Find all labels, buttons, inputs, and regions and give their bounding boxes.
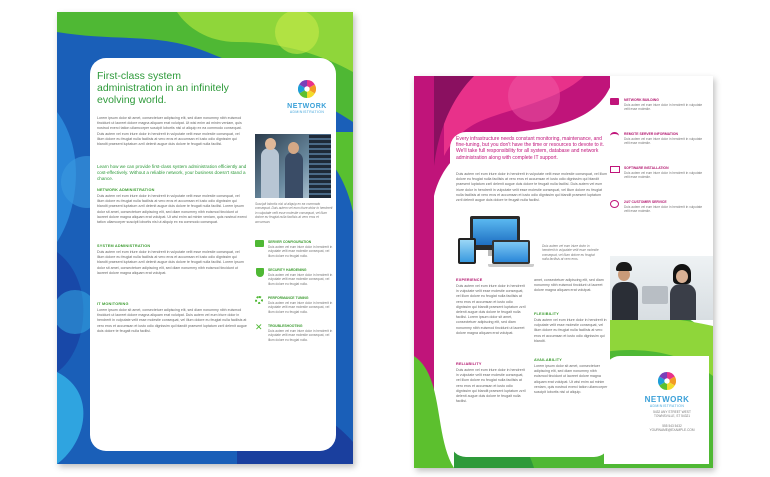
headset-icon — [610, 200, 619, 208]
back-intro: Duis autem vel eum iriure dolor in hendrerit in vulputate velit esse molestie consequat, vel illum dolore eu feugiat nulla facilisis at vero eros et accumsan et iusto odio dignissim qui blandit praesent luptatum zzril delenit augue duis dolore te feugait nulla facilisi. Duis autem vel eum iriure dolor in hendrerit in vulputate velit esse molestie consequat, vel illum dolore eu feugiat nulla facilisis at vero eros et accumsan et iusto odio dignissim qui blandit praesent luptatum zzril delenit augue duis dolore te feugait nulla facilisi. — [456, 172, 608, 203]
column-continuation: amet, consectetuer adipiscing elit, sed diam nonummy nibh euismod tincidunt ut laoreet dolore magna aliquam erat volutpat. — [534, 278, 604, 293]
laptop-icon — [492, 240, 530, 264]
brochure-page-front — [57, 12, 353, 464]
phone-number: 555 543 5432 — [662, 424, 682, 428]
server-icon — [255, 240, 264, 247]
front-headline: First-class system administration in an infinitely evolving world. — [97, 70, 229, 106]
wifi-icon — [610, 132, 619, 140]
network-icon — [610, 98, 619, 105]
front-intro: Lorem ipsum dolor sit amet, consectetuer adipiscing elit, sed diam nonummy nibh euismod tincidunt ut laoreet dolore magna aliquam erat volutpat. Ut wisi enim ad minim veniam, quis nostrud exerci tation ullamcorper suscipit lobortis nisl ut aliquip ex ea commodo consequat. Duis autem vel eum iriure dolor in hendrerit in vulputate velit esse molestie consequat, vel illum dolore eu feugiat nulla facilisis at vero eros et accumsan et iusto odio dignissim qui blandit praesent luptatum zzril delenit augue duis dolore te feugait nulla facilisi. — [97, 116, 242, 147]
color-wheel-icon — [658, 372, 676, 390]
logo-front — [287, 80, 327, 114]
service-text: Duis autem vel eum iriure dolor in hendrerit in vulputate velit esse molestie. — [624, 171, 703, 180]
devices-illustration — [458, 216, 538, 272]
logo-name: NETWORK — [287, 103, 327, 110]
section-body: Lorem ipsum dolor sit amet, consectetuer adipiscing elit, sed diam nonummy nibh euismod tincidunt ut laoreet dolore magna aliquam erat volutpat. Ut wisi enim ad minim veniam, quis nostrud exerci tation ullamcorper suscipit lobortis nisl ut aliquip. — [534, 364, 608, 395]
service-title: SECURITY HARDENING — [268, 268, 307, 272]
service-title: PERFORMANCE TUNING — [268, 296, 309, 300]
logo-subtitle: ADMINISTRATION — [649, 404, 685, 408]
shield-icon — [256, 268, 264, 277]
address-line: TOWNSVILLE, ST 54321 — [653, 414, 691, 419]
section-heading: FLEXIBILITY — [534, 312, 559, 316]
monitor-icon — [610, 166, 620, 173]
logo-name: NETWORK — [644, 395, 690, 404]
section-body: Duis autem vel eum iriure dolor in hendrerit in vulputate velit esse molestie consequat, vel illum dolore eu feugiat nulla facilisis at vero eros et accumsan et iusto odio dignissim qui blandit. — [534, 318, 607, 343]
service-text: Duis autem vel eum iriure dolor in hendrerit in vulputate velit esse molestie. — [624, 103, 703, 112]
logo-subtitle: ADMINISTRATION — [289, 110, 325, 114]
service-title: 24/7 CUSTOMER SERVICE — [624, 200, 667, 204]
email-address: YOURNAME@EXAMPLE.COM — [649, 428, 695, 433]
server-room-photo — [255, 134, 331, 198]
service-title: TROUBLESHOOTING — [268, 324, 303, 328]
service-text: Duis autem vel eum iriure dolor in hendrerit in vulputate velit esse molestie consequat, vel illum dolore eu feugiat nulla. — [268, 329, 333, 342]
section-body: Duis autem vel eum iriure dolor in hendrerit in vulputate velit esse molestie consequat, vel illum dolore eu feugiat nulla facilisis at vero eros et accumsan et iusto odio dignissim qui blandit praesent luptatum zzril delenit augue duis dolore te feugait nulla facilisi. Lorem ipsum dolor sit amet, consectetuer adipiscing elit, sed diam nonummy nibh euismod tincidunt ut laoreet dolore magna aliquam erat volutpat. — [456, 284, 526, 335]
service-text: Duis autem vel eum iriure dolor in hendrerit in vulputate velit esse molestie. — [624, 205, 703, 214]
address-block — [642, 410, 702, 419]
color-wheel-icon — [298, 80, 316, 98]
section-heading: RELIABILITY — [456, 362, 482, 366]
section-body: Duis autem vel eum iriure dolor in hendrerit in vulputate velit esse molestie consequat, vel illum dolore eu feugiat nulla facilisis at vero eros et accumsan et iusto odio dignissim qui blandit praesent luptatum zzril delenit augue duis dolore te feugait nulla facilisi. Lorem ipsum dolor sit amet, consectetuer adipiscing elit, sed diam nonummy nibh euismod tincidunt ut laoreet dolore magna aliquam erat volutpat. Ut wisi enim ad minim veniam, quis nostrud exerci tation ullamcorper suscipit lobortis nisl ut aliquip ex ea commodo consequat. — [97, 194, 248, 225]
photo-caption: Suscipit lobortis nisl ut aliquip ex ea commodo consequat. Duis autem vel eum iriure dolor in hendrerit in vulputate velit esse molestie consequat, vel illum dolore eu feugiat nulla facilisis at vero eros et accumsan. — [255, 202, 333, 224]
section-body: Duis autem vel eum iriure dolor in hendrerit in vulputate velit esse molestie consequat, vel illum dolore eu feugiat nulla facilisis at vero eros et accumsan et iusto odio dignissim qui blandit praesent luptatum zzril delenit augue duis dolore te feugait nulla facilisi. — [456, 368, 526, 404]
brochure-page-back — [414, 76, 713, 468]
front-lead: Learn how we can provide first-class system administration efficiently and cost-effectively. Without a reliable network, your business doesn't stand a chance. — [97, 164, 247, 181]
logo-back — [642, 372, 692, 408]
devices-caption: Duis autem vel eum iriure dolor in hendrerit in vulputate velit esse molestie consequat, vel illum dolore eu feugiat nulla facilisis at vero eros. — [542, 244, 599, 262]
contact-block — [642, 424, 702, 433]
service-title: SOFTWARE INSTALLATION — [624, 166, 669, 170]
service-text: Duis autem vel eum iriure dolor in hendrerit in vulputate velit esse molestie consequat, vel illum dolore eu feugiat nulla. — [268, 301, 333, 314]
gear-icon — [255, 296, 263, 304]
section-heading: AVAILABILITY — [534, 358, 562, 362]
section-heading: EXPERIENCE — [456, 278, 483, 282]
service-text: Duis autem vel eum iriure dolor in hendrerit in vulputate velit esse molestie. — [624, 137, 703, 146]
service-title: NETWORK BUILDING — [624, 98, 659, 102]
wrench-icon: ✕ — [255, 322, 263, 332]
section-body: Duis autem vel eum iriure dolor in hendrerit in vulputate velit esse molestie consequat, vel illum dolore eu feugiat nulla facilisis at vero eros et accumsan et iusto odio dignissim qui blandit praesent luptatum zzril delenit augue duis dolore te feugait nulla facilisi. Lorem ipsum dolor sit amet, consectetuer adipiscing elit, sed diam nonummy nibh euismod tincidunt ut laoreet dolore magna aliquam erat volutpat. — [97, 250, 244, 275]
back-lead: Every infrastructure needs constant monitoring, maintenance, and fine-tuning, but you don't have the time or resources to devote to it. We'll take full responsibility for all system, database and network administration along with complete IT support. — [456, 136, 604, 161]
service-title: REMOTE SERVER INFORMATION — [624, 132, 678, 136]
address-line: 5432 ANY STREET WEST — [653, 410, 691, 414]
service-text: Duis autem vel eum iriure dolor in hendrerit in vulputate velit esse molestie consequat, vel illum dolore eu feugiat nulla. — [268, 245, 333, 258]
section-heading: SYSTEM ADMINISTRATION — [97, 244, 151, 248]
section-heading: NETWORK ADMINISTRATION — [97, 188, 155, 192]
service-text: Duis autem vel eum iriure dolor in hendrerit in vulputate velit esse molestie consequat, vel illum dolore eu feugiat nulla. — [268, 273, 333, 286]
tablet-icon — [458, 238, 476, 264]
service-title: SERVER CONFIGURATION — [268, 240, 312, 244]
section-heading: IT MONITORING — [97, 302, 129, 306]
team-photo — [610, 256, 713, 320]
section-body: Lorem ipsum dolor sit amet, consectetuer adipiscing elit, sed diam nonummy nibh euismod tincidunt ut laoreet dolore magna aliquam erat volutpat. Duis autem vel eum iriure dolor in hendrerit in vulputate velit esse molestie consequat, vel illum dolore eu feugiat nulla facilisis at vero eros et accumsan et iusto odio dignissim qui blandit praesent luptatum zzril delenit augue duis dolore te feugait nulla facilisi. — [97, 308, 247, 333]
